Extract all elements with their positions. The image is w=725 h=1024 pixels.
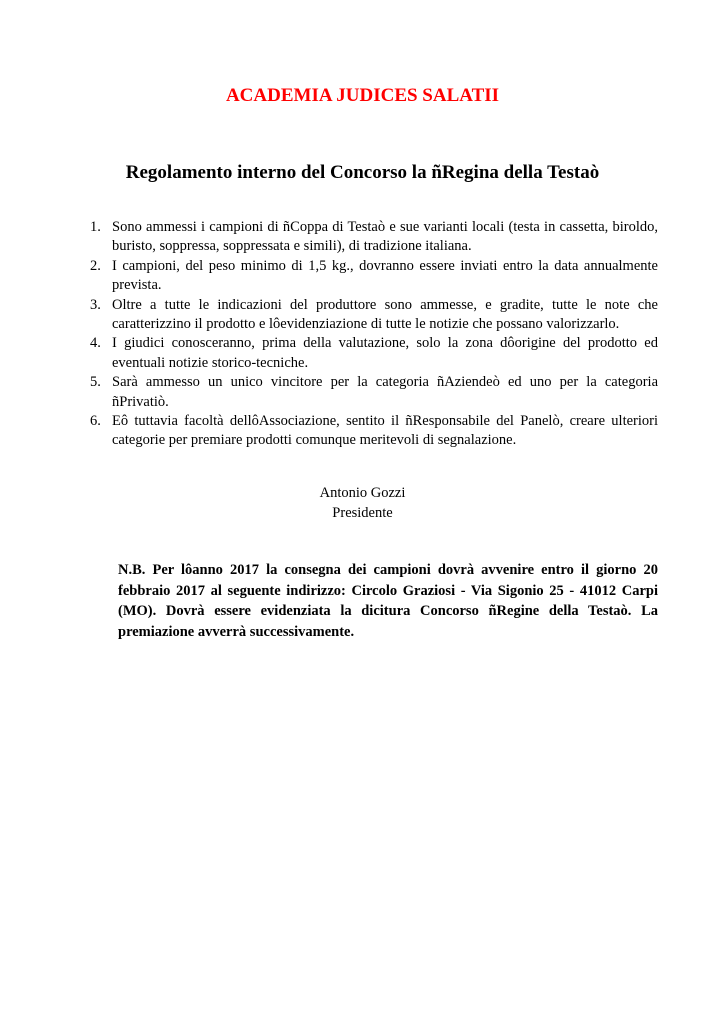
- rule-text: I campioni, del peso minimo di 1,5 kg., dovranno essere inviati entro la data annualmente prevista.: [112, 257, 658, 294]
- rule-number: 1.: [90, 219, 101, 235]
- rule-text: Oltre a tutte le indicazioni del produttore sono ammesse, e gradite, tutte le note che caratterizzino il prodotto e lôevidenziazione di tutte le notizie che possano valorizzarlo.: [112, 296, 658, 333]
- rule-number: 2.: [90, 257, 101, 274]
- rules-list: [90, 218, 658, 451]
- signatory-role: Presidente: [332, 505, 393, 521]
- rule-text: Eô tuttavia facoltà dellôAssociazione, sentito il ñResponsabile del Panelò, creare ulteriori categorie per premiare prodotti comunque meritevoli di segnalazione.: [112, 413, 658, 449]
- rule-item: [90, 412, 658, 451]
- rule-item: [90, 373, 658, 412]
- signatory-name: Antonio Gozzi: [319, 485, 406, 501]
- document-title: Regolamento interno del Concorso la ñRegina della Testaò: [125, 162, 600, 183]
- rule-number: 3.: [90, 296, 101, 313]
- rule-item: [90, 257, 658, 296]
- rule-number: 5.: [90, 374, 101, 391]
- rule-number: 4.: [90, 335, 101, 352]
- rule-text: I giudici conosceranno, prima della valutazione, solo la zona dôorigine del prodotto ed eventuali notizie storico-tecniche.: [112, 335, 658, 371]
- rule-number: 6.: [90, 413, 101, 430]
- signature-block: [0, 483, 725, 523]
- rule-item: [90, 296, 658, 335]
- organization-title: ACADEMIA JUDICES SALATII: [225, 85, 500, 106]
- rule-item: [90, 334, 658, 373]
- rule-text: Sarà ammesso un unico vincitore per la categoria ñAziendeò ed uno per la categoria ñPrivatiò.: [112, 374, 658, 410]
- note-paragraph: N.B. Per lôanno 2017 la consegna dei campioni dovrà avvenire entro il giorno 20 febbraio 2017 al seguente indirizzo: Circolo Graziosi - Via Sigonio 25 - 41012 Carpi (MO). Dovrà essere evidenziata la dicitura Concorso ñRegine della Testaò. La premiazione avverrà successivamente.: [118, 562, 658, 640]
- rule-text: Sono ammessi i campioni di ñCoppa di Testaò e sue varianti locali (testa in cassetta, biroldo, buristo, soppressa, soppressata e simili), di tradizione italiana.: [112, 219, 658, 255]
- rule-item: [90, 218, 658, 257]
